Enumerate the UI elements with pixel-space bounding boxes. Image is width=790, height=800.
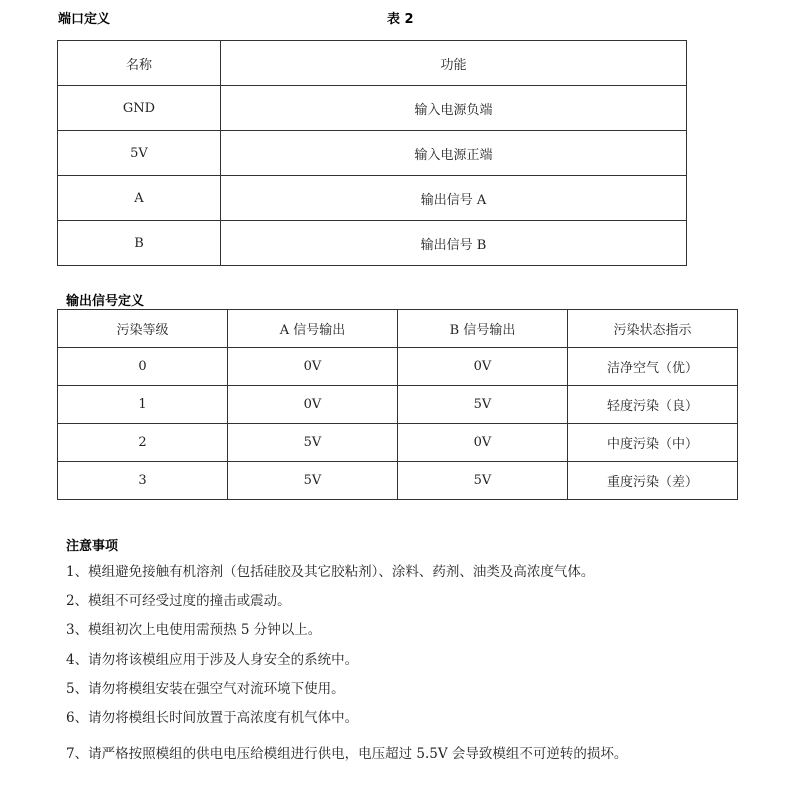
- note-item: 4、请勿将该模组应用于涉及人身安全的系统中。: [66, 652, 359, 668]
- table-cell: 5V: [58, 131, 221, 176]
- table-cell: 1: [58, 386, 228, 424]
- table-cell: 0V: [228, 348, 398, 386]
- output-signal-definition-title: 输出信号定义: [66, 294, 145, 309]
- table-row: [58, 424, 738, 462]
- header-cell: B 信号输出: [398, 310, 568, 348]
- table-cell: 中度污染（中）: [568, 424, 738, 462]
- note-item: 1、模组避免接触有机溶剂（包括硅胶及其它胶粘剂）、涂料、药剂、油类及高浓度气体。: [66, 564, 595, 580]
- output-signal-table: [57, 309, 738, 500]
- table-cell: 0: [58, 348, 228, 386]
- table-row: [58, 348, 738, 386]
- port-definition-table: [57, 40, 687, 266]
- table-cell: 轻度污染（良）: [568, 386, 738, 424]
- table-row: [58, 462, 738, 500]
- header-cell: 名称: [58, 41, 221, 86]
- note-item: 5、请勿将模组安装在强空气对流环境下使用。: [66, 681, 345, 697]
- table-cell: 5V: [228, 462, 398, 500]
- note-item: 3、模组初次上电使用需预热 5 分钟以上。: [66, 622, 322, 638]
- table-header-row: [58, 41, 687, 86]
- note-item: 6、请勿将模组长时间放置于高浓度有机气体中。: [66, 710, 359, 726]
- table-cell: 输出信号 B: [221, 221, 687, 266]
- table-cell: 5V: [228, 424, 398, 462]
- note-item: 2、模组不可经受过度的撞击或震动。: [66, 593, 291, 609]
- table-label: 表 2: [387, 12, 414, 27]
- table-cell: 输出信号 A: [221, 176, 687, 221]
- notes-title: 注意事项: [66, 539, 119, 554]
- table-cell: GND: [58, 86, 221, 131]
- table-cell: B: [58, 221, 221, 266]
- table-header-row: [58, 310, 738, 348]
- table-cell: 3: [58, 462, 228, 500]
- table-cell: 重度污染（差）: [568, 462, 738, 500]
- table-cell: 0V: [398, 424, 568, 462]
- table-cell: 5V: [398, 462, 568, 500]
- table-cell: 2: [58, 424, 228, 462]
- header-cell: 污染状态指示: [568, 310, 738, 348]
- table-row: [58, 221, 687, 266]
- header-cell: 功能: [221, 41, 687, 86]
- header-cell: A 信号输出: [228, 310, 398, 348]
- table-cell: 输入电源负端: [221, 86, 687, 131]
- table-cell: A: [58, 176, 221, 221]
- table-cell: 洁净空气（优）: [568, 348, 738, 386]
- table-cell: 0V: [398, 348, 568, 386]
- table-row: [58, 176, 687, 221]
- header-cell: 污染等级: [58, 310, 228, 348]
- table-cell: 0V: [228, 386, 398, 424]
- table-row: [58, 386, 738, 424]
- table-cell: 5V: [398, 386, 568, 424]
- port-definition-title: 端口定义: [58, 12, 111, 27]
- table-row: [58, 131, 687, 176]
- note-item: 7、请严格按照模组的供电电压给模组进行供电，电压超过 5.5V 会导致模组不可逆转的损坏。: [66, 746, 628, 762]
- table-row: [58, 86, 687, 131]
- table-cell: 输入电源正端: [221, 131, 687, 176]
